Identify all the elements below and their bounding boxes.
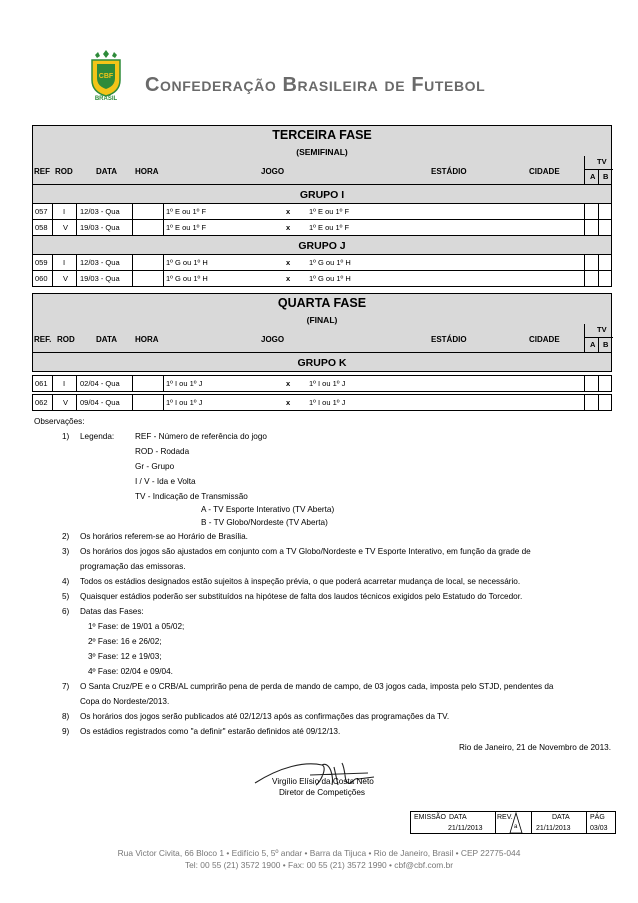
match-versus: x <box>286 223 291 232</box>
emission-label: EMISSÃO <box>414 814 446 821</box>
match-away: 1º G ou 1º H <box>309 274 351 283</box>
note-text: Os horários dos jogos são ajustados em conjunto com a TV Globo/Nordeste e TV Esporte Interativo, em função da grade de <box>80 547 531 556</box>
legend-line: ROD - Rodada <box>135 447 190 456</box>
col-rod: ROD <box>57 335 75 344</box>
legend-line: TV - Indicação de Transmissão <box>135 492 248 501</box>
legend-line: A - TV Esporte Interativo (TV Aberta) <box>201 505 335 514</box>
match-home: 1º G ou 1º H <box>166 258 208 267</box>
phase3-title: TERCEIRA FASE <box>272 128 372 142</box>
match-ref: 061 <box>35 379 48 388</box>
legend-line: REF - Número de referência do jogo <box>135 432 267 441</box>
date-value: 21/11/2013 <box>536 825 571 832</box>
phase-date: 1º Fase: de 19/01 a 05/02; <box>88 622 185 631</box>
emission-box <box>410 811 616 834</box>
match-home: 1º E ou 1º F <box>166 207 207 216</box>
cbf-crest-logo <box>86 48 126 104</box>
match-rod: I <box>63 207 66 216</box>
legend-line: Gr - Grupo <box>135 462 175 471</box>
note-legend-label: Legenda: <box>80 432 115 441</box>
match-versus: x <box>286 398 291 407</box>
match-row <box>32 219 612 236</box>
note-text: Os horários dos jogos serão publicados até 02/12/13 após as confirmações das programações da TV. <box>80 712 450 721</box>
match-rod: V <box>63 398 69 407</box>
match-ref: 057 <box>35 207 48 216</box>
col-rod: ROD <box>55 167 73 176</box>
match-rod: I <box>63 379 66 388</box>
org-name: Confederação Brasileira de Futebol <box>145 74 486 96</box>
group-k-label: GRUPO K <box>297 357 347 369</box>
match-ref: 058 <box>35 223 48 232</box>
match-ref: 060 <box>35 274 48 283</box>
match-row <box>32 203 612 220</box>
match-away: 1º I ou 1º J <box>309 379 346 388</box>
col-estadio: ESTÁDIO <box>431 335 467 344</box>
match-date: 02/04 - Qua <box>80 379 120 388</box>
note-number: 9) <box>62 727 70 736</box>
phase-date: 4º Fase: 02/04 e 09/04. <box>88 667 173 676</box>
col-tv-a: A <box>590 340 596 349</box>
rev-value: a <box>514 824 518 830</box>
col-data: DATA <box>96 167 118 176</box>
match-date: 19/03 - Qua <box>80 274 120 283</box>
match-versus: x <box>286 207 291 216</box>
match-home: 1º I ou 1º J <box>166 379 203 388</box>
note-text: Copa do Nordeste/2013. <box>80 697 170 706</box>
place-and-date: Rio de Janeiro, 21 de Novembro de 2013. <box>458 743 611 752</box>
col-jogo: JOGO <box>261 335 285 344</box>
col-hora: HORA <box>135 335 159 344</box>
note-number: 1) <box>62 432 70 441</box>
match-rod: V <box>63 274 69 283</box>
col-tv-a: A <box>590 172 596 181</box>
match-date: 09/04 - Qua <box>80 398 120 407</box>
match-versus: x <box>286 379 291 388</box>
col-cidade: CIDADE <box>529 335 560 344</box>
group-k-header <box>32 352 612 372</box>
col-tv: TV <box>597 325 607 334</box>
note-text: Os estádios registrados como "a definir" estarão definidos até 09/12/13. <box>80 727 341 736</box>
note-text: Datas das Fases: <box>80 607 144 616</box>
phase4-title-bar <box>32 293 612 353</box>
match-row <box>32 394 612 411</box>
note-number: 7) <box>62 682 70 691</box>
phase4-subtitle: (FINAL) <box>306 315 338 325</box>
emission-data-label: DATA <box>449 814 467 821</box>
rev-label: REV. <box>497 814 513 821</box>
col-tv-b: B <box>603 172 609 181</box>
svg-text:CBF: CBF <box>98 73 114 80</box>
note-number: 8) <box>62 712 70 721</box>
note-number: 5) <box>62 592 70 601</box>
col-estadio: ESTÁDIO <box>431 167 467 176</box>
match-away: 1º E ou 1º F <box>309 223 350 232</box>
match-date: 12/03 - Qua <box>80 258 120 267</box>
col-tv: TV <box>597 157 607 166</box>
match-home: 1º G ou 1º H <box>166 274 208 283</box>
signatory-role: Diretor de Competições <box>279 788 366 797</box>
signatory-name: Virgílio Elísio da Costa Neto <box>272 777 374 786</box>
col-ref: REF. <box>34 335 52 344</box>
rev-triangle-icon <box>509 812 523 834</box>
phase3-title-bar <box>32 125 612 185</box>
col-tv-b: B <box>603 340 609 349</box>
note-text: O Santa Cruz/PE e o CRB/AL cumprirão pena de perda de mando de campo, de 03 jogos cada, imposta pelo STJD, pendentes da <box>80 682 554 691</box>
match-date: 19/03 - Qua <box>80 223 120 232</box>
match-away: 1º E ou 1º F <box>309 207 350 216</box>
note-number: 3) <box>62 547 70 556</box>
match-ref: 062 <box>35 398 48 407</box>
col-jogo: JOGO <box>261 167 285 176</box>
note-text: programação das emissoras. <box>80 562 186 571</box>
note-text: Quaisquer estádios poderão ser substituídos na hipótese de falta dos laudos técnicos exigidos pelo Estatudo do Torcedor. <box>80 592 523 601</box>
note-number: 6) <box>62 607 70 616</box>
emission-date: 21/11/2013 <box>448 825 483 832</box>
col-ref: REF <box>34 167 50 176</box>
group-j-label: GRUPO J <box>298 240 346 252</box>
match-ref: 059 <box>35 258 48 267</box>
group-i-header <box>32 184 612 204</box>
match-away: 1º I ou 1º J <box>309 398 346 407</box>
match-away: 1º G ou 1º H <box>309 258 351 267</box>
phase-date: 3º Fase: 12 e 19/03; <box>88 652 162 661</box>
group-i-label: GRUPO I <box>299 189 345 201</box>
footer-contact: Tel: 00 55 (21) 3572 1900 • Fax: 00 55 (21) 3572 1990 • cbf@cbf.com.br <box>184 860 454 870</box>
phase3-subtitle: (SEMIFINAL) <box>296 147 348 157</box>
col-hora: HORA <box>135 167 159 176</box>
logo-caption: BRASIL <box>94 96 118 102</box>
col-cidade: CIDADE <box>529 167 560 176</box>
page-value: 03/03 <box>590 825 608 832</box>
date-label: DATA <box>552 814 570 821</box>
legend-line: B - TV Globo/Nordeste (TV Aberta) <box>201 518 328 527</box>
match-date: 12/03 - Qua <box>80 207 120 216</box>
col-data: DATA <box>96 335 118 344</box>
note-number: 4) <box>62 577 70 586</box>
note-text: Todos os estádios designados estão sujeitos à inspeção prévia, o que poderá acarretar mudança de local, se necessário. <box>80 577 521 586</box>
match-versus: x <box>286 258 291 267</box>
notes-title: Observações: <box>34 417 85 426</box>
match-row <box>32 254 612 271</box>
group-j-header <box>32 235 612 255</box>
note-number: 2) <box>62 532 70 541</box>
match-home: 1º E ou 1º F <box>166 223 207 232</box>
match-row <box>32 270 612 287</box>
match-row <box>32 375 612 392</box>
match-home: 1º I ou 1º J <box>166 398 203 407</box>
phase-date: 2º Fase: 16 e 26/02; <box>88 637 162 646</box>
note-text: Os horários referem-se ao Horário de Brasília. <box>80 532 248 541</box>
page-label: PÁG <box>590 814 605 821</box>
footer-address: Rua Victor Civita, 66 Bloco 1 • Edifício 5, 5º andar • Barra da Tijuca • Rio de Janeiro, Brasil • CEP 22775-044 <box>117 848 521 858</box>
match-versus: x <box>286 274 291 283</box>
match-rod: I <box>63 258 66 267</box>
match-rod: V <box>63 223 69 232</box>
phase4-title: QUARTA FASE <box>277 296 367 310</box>
legend-line: I / V - Ida e Volta <box>135 477 196 486</box>
